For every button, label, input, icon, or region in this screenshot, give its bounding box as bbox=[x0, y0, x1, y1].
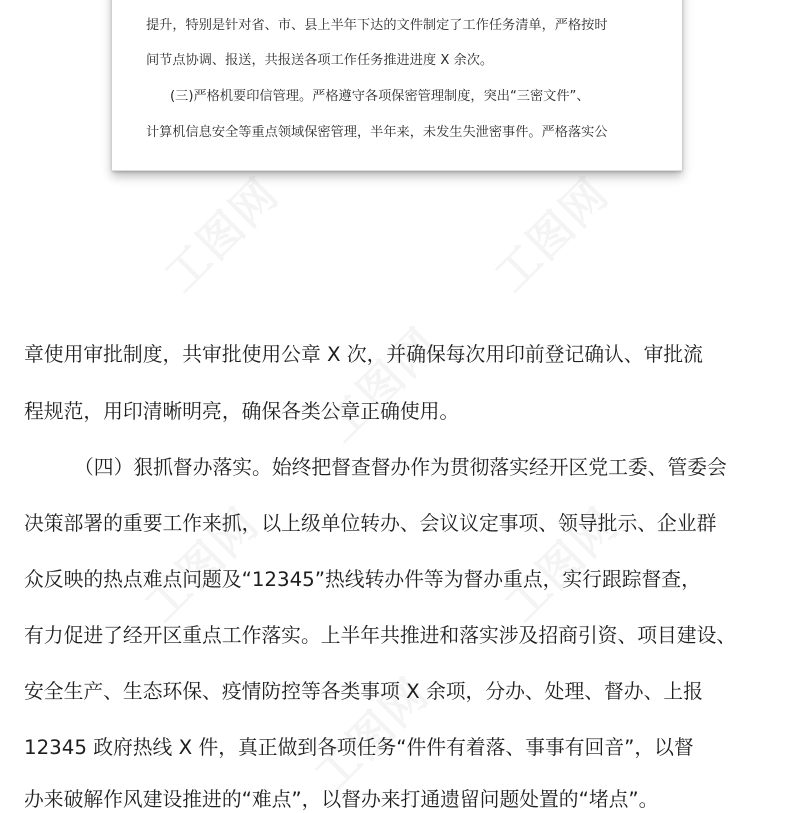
body-text-line: 有力促进了经开区重点工作落实。上半年共推进和落实涉及招商引资、项目建设、 bbox=[24, 624, 737, 647]
card-text-line: (三)严格机要印信管理。严格遵守各项保密管理制度，突出“三密文件”、 bbox=[170, 89, 590, 104]
watermark-logo bbox=[478, 161, 621, 304]
section-heading-line: （四）狠抓督办落实。始终把督查督办作为贯彻落实经开区党工委、管委会 bbox=[74, 456, 727, 479]
watermark-logo bbox=[148, 161, 291, 304]
body-text-line: 12345 政府热线 X 件，真正做到各项任务“件件有着落、事事有回音”，以督 bbox=[24, 736, 694, 759]
watermark-logo bbox=[308, 311, 451, 454]
body-text-line: 办来破解作风建设推进的“难点”，以督办来打通遗留问题处置的“堵点”。 bbox=[24, 788, 659, 811]
card-text-line: 计算机信息安全等重点领域保密管理，半年来，未发生失泄密事件。严格落实公 bbox=[146, 125, 608, 140]
body-text-line: 决策部署的重要工作来抓，以上级单位转办、会议议定事项、领导批示、企业群 bbox=[24, 512, 717, 535]
card-text-line: 提升，特别是针对省、市、县上半年下达的文件制定了工作任务清单，严格按时 bbox=[146, 18, 608, 33]
document-preview-card bbox=[112, 0, 682, 171]
body-text-line: 程规范，用印清晰明亮，确保各类公章正确使用。 bbox=[24, 400, 460, 423]
body-text-line: 安全生产、生态环保、疫情防控等各类事项 X 余项，分办、处理、督办、上报 bbox=[24, 680, 703, 703]
body-text-line: 众反映的热点难点问题及“12345”热线转办件等为督办重点，实行跟踪督查， bbox=[24, 568, 701, 591]
body-text-line: 章使用审批制度，共审批使用公章 X 次，并确保每次用印前登记确认、审批流 bbox=[24, 343, 703, 366]
card-text-line: 间节点协调、报送，共报送各项工作任务推进进度 X 余次。 bbox=[146, 53, 494, 68]
